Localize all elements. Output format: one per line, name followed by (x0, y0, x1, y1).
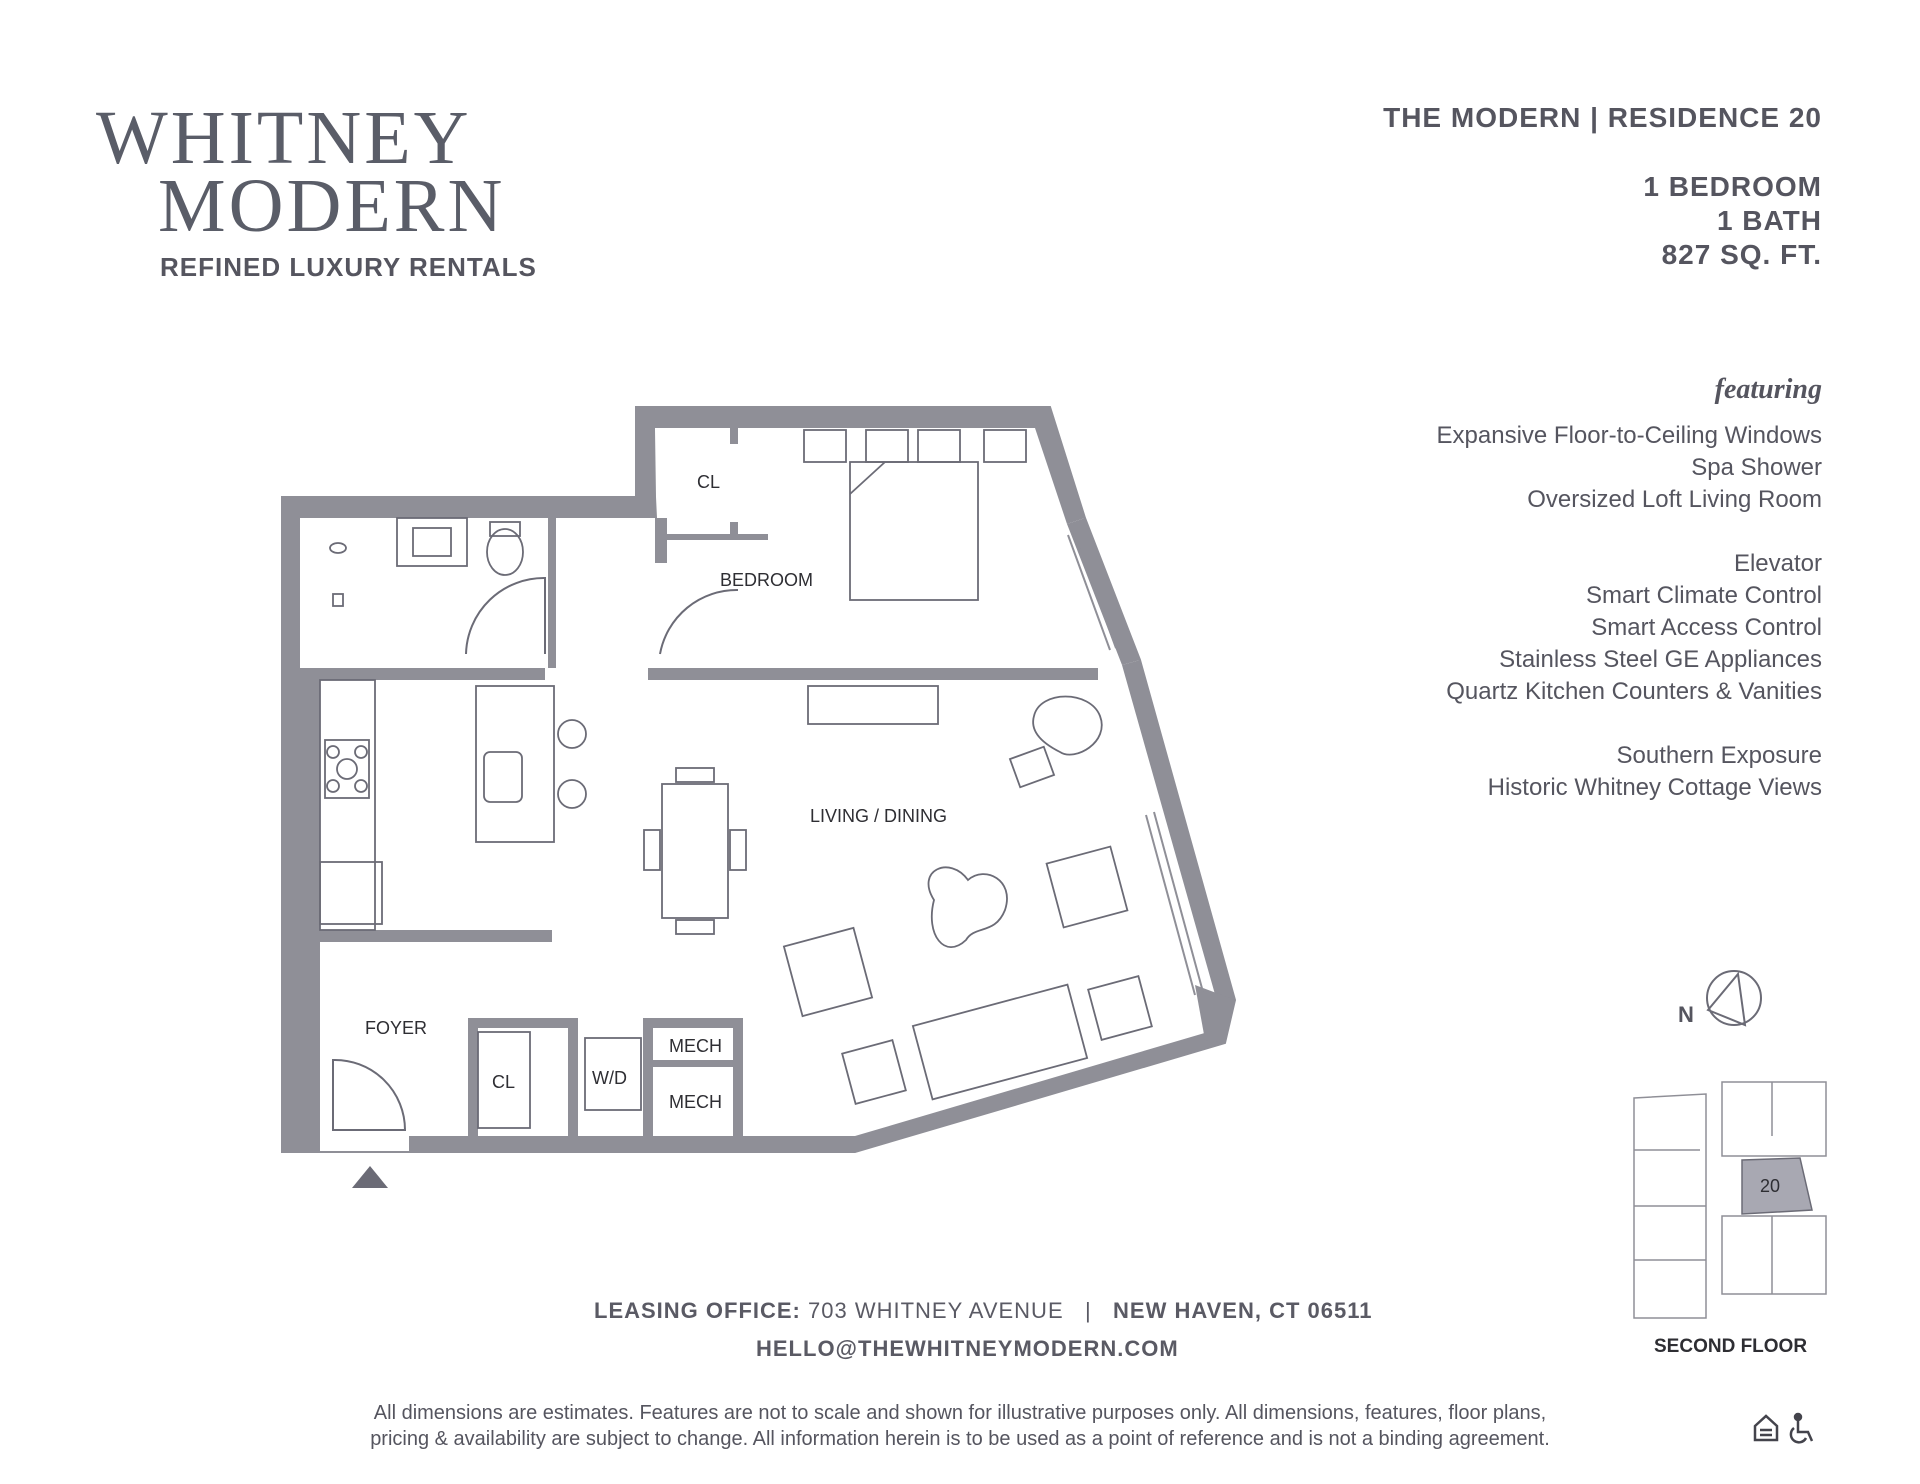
feature-item: Smart Climate Control (1585, 582, 1822, 609)
room-label-washer-dryer: W/D (592, 1068, 627, 1088)
disclaimer-line-1: All dimensions are estimates. Features are not to scale and shown for illustrative purposes only. All dimensions, features, floor plans, (373, 1402, 1547, 1424)
office-separator: | (1084, 1298, 1092, 1323)
disclaimer (240, 1400, 1680, 1452)
entry-arrow-icon (352, 1166, 388, 1188)
brand-line-1: WHITNEY (96, 96, 472, 180)
compass-icon (1707, 971, 1761, 1025)
keyplan-unit-number: 20 (1760, 1176, 1781, 1196)
office-label: LEASING OFFICE: (594, 1298, 801, 1323)
brand-line-2: MODERN (158, 164, 506, 248)
room-label-living-dining: LIVING / DINING (810, 806, 948, 826)
feature-item: Elevator (1733, 550, 1822, 577)
disclaimer-line-2: pricing & availability are subject to change. All information herein is to be used as a point of reference and is not a binding agreement. (370, 1428, 1550, 1450)
feature-item: Stainless Steel GE Appliances (1499, 646, 1822, 673)
feature-item: Southern Exposure (1616, 742, 1822, 769)
feature-item: Spa Shower (1691, 454, 1822, 481)
room-label-foyer: FOYER (365, 1018, 428, 1038)
leasing-office-line (594, 1298, 1372, 1324)
keyplan-floor-label: SECOND FLOOR (1654, 1336, 1808, 1357)
feature-item: Expansive Floor-to-Ceiling Windows (1436, 422, 1822, 449)
features-heading: featuring (1714, 374, 1822, 405)
room-label-closet-foyer: CL (492, 1072, 516, 1092)
office-address: 703 WHITNEY AVENUE (808, 1298, 1064, 1323)
feature-item: Smart Access Control (1591, 614, 1822, 641)
room-label-bedroom: BEDROOM (720, 570, 814, 590)
room-label-mech-1: MECH (669, 1036, 722, 1056)
accessibility-icon (1791, 1414, 1812, 1442)
office-city: NEW HAVEN, CT 06511 (1113, 1298, 1373, 1323)
room-label-closet-bedroom: CL (697, 472, 721, 492)
brand-tagline: REFINED LUXURY RENTALS (160, 252, 537, 282)
unit-title: THE MODERN | RESIDENCE 20 (1383, 102, 1822, 133)
feature-item: Quartz Kitchen Counters & Vanities (1446, 678, 1822, 705)
contact-email[interactable]: HELLO@THEWHITNEYMODERN.COM (756, 1336, 1179, 1361)
unit-area: 827 SQ. FT. (1661, 239, 1822, 270)
compass-label: N (1678, 1002, 1694, 1027)
room-label-mech-2: MECH (669, 1092, 722, 1112)
equal-housing-icon (1755, 1416, 1777, 1440)
unit-bedrooms: 1 BEDROOM (1643, 171, 1822, 202)
footer-icons (1752, 1412, 1822, 1446)
feature-item: Oversized Loft Living Room (1527, 486, 1822, 513)
feature-item: Historic Whitney Cottage Views (1487, 774, 1822, 801)
unit-baths: 1 BATH (1716, 205, 1822, 236)
